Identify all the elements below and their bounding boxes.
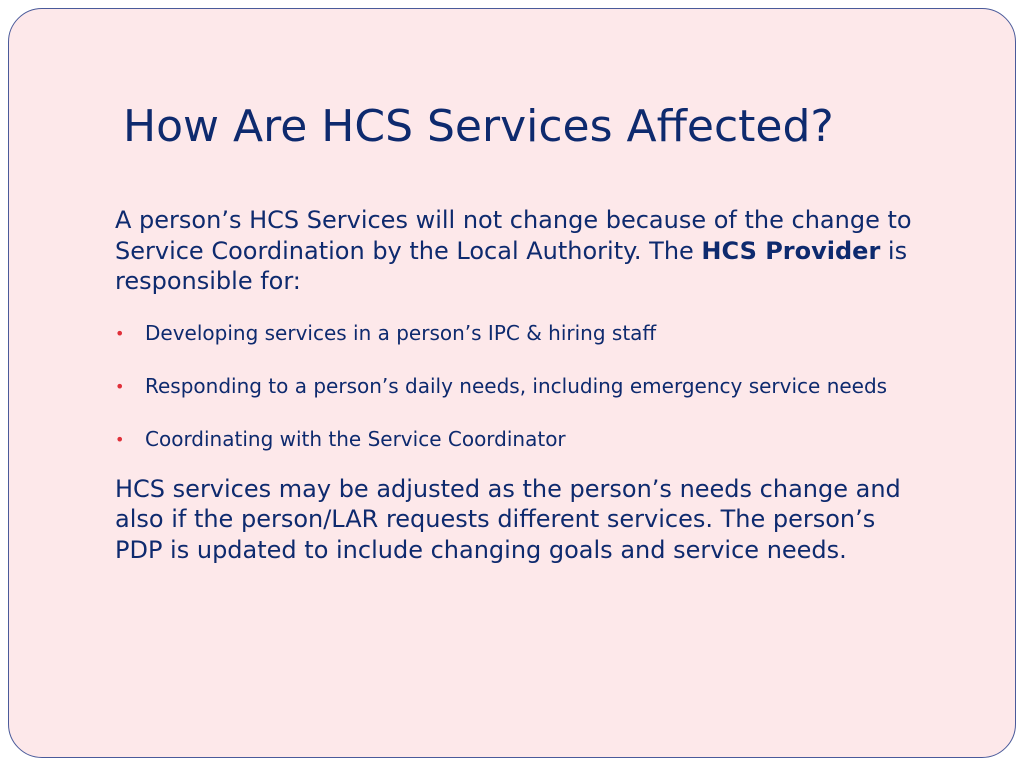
bullet-item xyxy=(115,320,925,347)
closing-paragraph: HCS services may be adjusted as the person’s needs change and also if the person/LAR requests different services. The person’s PDP is updated to include changing goals and service needs. xyxy=(115,474,901,564)
slide xyxy=(8,8,1016,758)
bullet-dot-icon: • xyxy=(115,323,125,343)
bullet-item xyxy=(115,426,925,453)
slide-body xyxy=(115,205,925,565)
intro-text-start: A person’s HCS Services will not change because of the change to Service Coordination by the Local Authority. The xyxy=(115,206,912,265)
intro-text-end: is responsible for: xyxy=(115,236,908,295)
slide-title: How Are HCS Services Affected? xyxy=(123,101,834,152)
intro-bold-text: HCS Provider xyxy=(701,236,881,265)
bullet-list xyxy=(115,320,925,453)
bullet-text: Responding to a person’s daily needs, including emergency service needs xyxy=(145,373,888,398)
bullet-item xyxy=(115,373,925,400)
bullet-dot-icon: • xyxy=(115,429,125,449)
bullet-dot-icon: • xyxy=(115,376,125,396)
bullet-text: Developing services in a person’s IPC & hiring staff xyxy=(145,320,657,345)
intro-paragraph xyxy=(115,205,925,297)
bullet-text: Coordinating with the Service Coordinator xyxy=(145,426,566,451)
